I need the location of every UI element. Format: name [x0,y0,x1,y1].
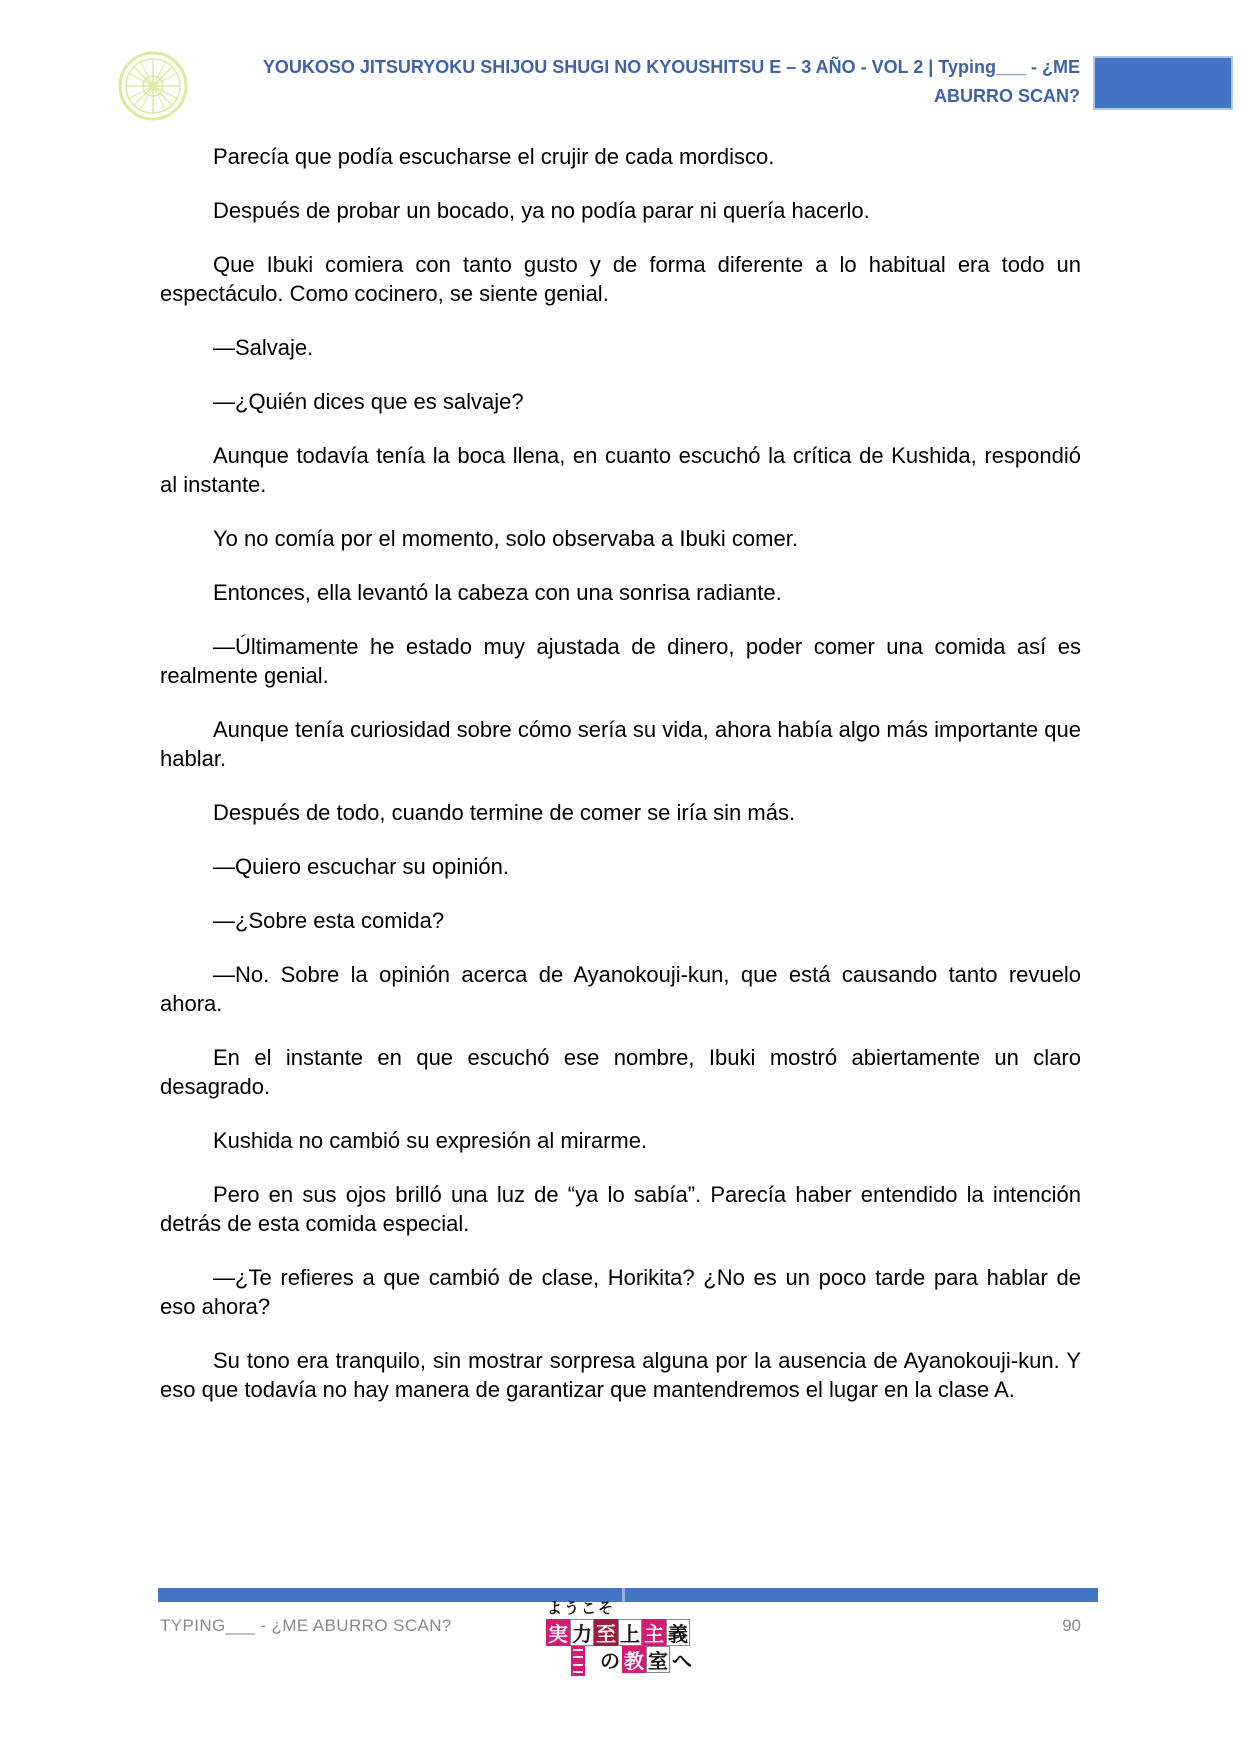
footer-scan-credit: TYPING___ - ¿ME ABURRO SCAN? [160,1616,452,1635]
page-number: 90 [1062,1616,1081,1635]
paragraph: —¿Quién dices que es salvaje? [213,389,524,414]
novel-text-body [160,142,1081,1429]
paragraph: —Últimamente he estado muy ajustada de dinero, poder comer una comida así es realmente genial. [160,634,1081,688]
paragraph: Pero en sus ojos brilló una luz de “ya lo sabía”. Parecía haber entendido la intención detrás de esta comida especial. [160,1182,1081,1236]
header-accent-rectangle [1093,56,1233,110]
paragraph: Entonces, ella levantó la cabeza con una sonrisa radiante. [213,580,782,605]
credit-line [573,1656,583,1658]
paragraph: Su tono era tranquilo, sin mostrar sorpresa alguna por la ausencia de Ayanokouji-kun. Y eso que todavía no hay manera de garantizar que mantendremos el lugar en la clase A. [160,1348,1081,1402]
cote-logo [546,1600,716,1676]
paragraph: Aunque tenía curiosidad sobre cómo sería su vida, ahora había algo más importante que hablar. [160,717,1081,771]
paragraph: —Quiero escuchar su opinión. [213,854,509,879]
logo-tile-教: 教 [622,1646,646,1673]
paragraph: Yo no comía por el momento, solo observaba a Ibuki comer. [213,526,798,551]
cote-logo-row1 [546,1619,716,1646]
cote-logo-top-text: ようこそ [547,1600,616,1617]
paragraph: Después de probar un bocado, ya no podía parar ni quería hacerlo. [213,198,870,223]
paragraph-container [160,142,1081,1404]
header-title-line2: ABURRO SCAN? [934,86,1080,106]
header-title-line1: YOUKOSO JITSURYOKU SHIJOU SHUGI NO KYOUSHITSU E – 3 AÑO - VOL 2 | Typing___ - ¿ME [262,57,1080,77]
credit-line [573,1671,583,1673]
credit-line [573,1664,583,1666]
logo-tile-の: の [598,1646,622,1673]
paragraph: Aunque todavía tenía la boca llena, en cuanto escuchó la crítica de Kushida, respondió al instante. [160,443,1081,497]
paragraph: Después de todo, cuando termine de comer se iría sin más. [213,800,796,825]
logo-tile-室: 室 [646,1646,670,1673]
logo-tile-へ: へ [670,1646,694,1673]
paragraph: Que Ibuki comiera con tanto gusto y de forma diferente a lo habitual era todo un espectáculo. Como cocinero, se siente genial. [160,252,1081,306]
logo-tile-主: 主 [642,1619,666,1646]
paragraph: Kushida no cambió su expresión al mirarme. [213,1128,648,1153]
logo-tile-力: 力 [570,1619,594,1646]
paragraph: —¿Te refieres a que cambió de clase, Horikita? ¿No es un poco tarde para hablar de eso ahora? [160,1265,1081,1319]
paragraph: —No. Sobre la opinión acerca de Ayanokouji-kun, que está causando tanto revuelo ahora. [160,962,1081,1016]
scan-wheel-logo-icon [117,50,189,122]
paragraph: En el instante en que escuchó ese nombre, Ibuki mostró abiertamente un claro desagrado. [160,1045,1081,1099]
logo-credit-block [571,1646,585,1676]
logo-tile-実: 実 [546,1619,570,1646]
paragraph: Parecía que podía escucharse el crujir de cada mordisco. [213,144,775,169]
logo-tile-上: 上 [618,1619,642,1646]
logo-tile-義: 義 [666,1619,690,1646]
header-title [263,53,1080,111]
cote-logo-row2 [571,1646,716,1676]
paragraph: —¿Sobre esta comida? [213,908,445,933]
credit-line [573,1649,583,1651]
paragraph: —Salvaje. [213,335,314,360]
logo-tile-至: 至 [594,1619,618,1646]
